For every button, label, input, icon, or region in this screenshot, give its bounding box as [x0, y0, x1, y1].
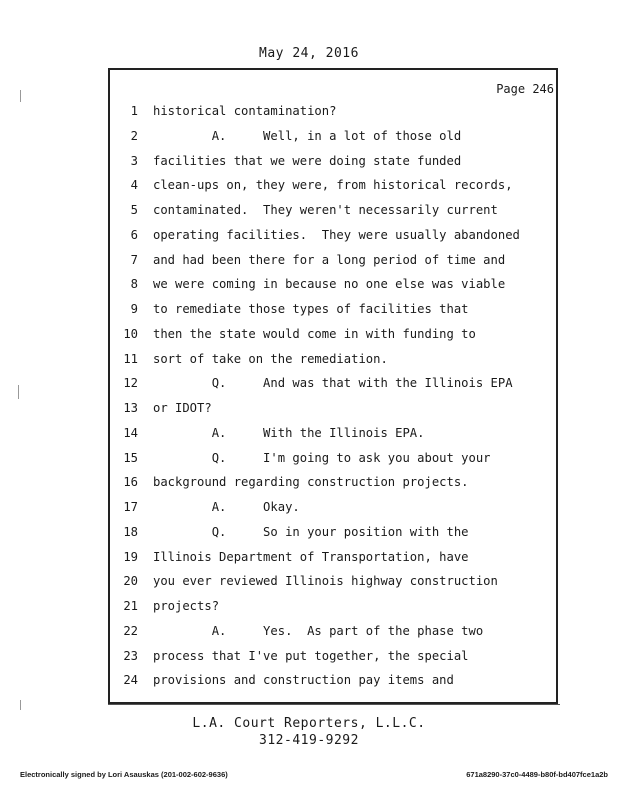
line-number: 15: [123, 450, 138, 465]
line-number: 9: [130, 302, 138, 316]
transcript-line: [108, 550, 558, 570]
line-number: 21: [123, 599, 138, 613]
line-number: 5: [130, 203, 138, 217]
line-text: and had been there for a long period of time and: [153, 252, 506, 267]
line-number: 12: [123, 376, 138, 391]
court-reporter-name: L.A. Court Reporters, L.L.C.: [192, 716, 426, 731]
frame-shadow: [108, 704, 560, 708]
line-text: historical contamination?: [153, 104, 337, 118]
line-number: 22: [123, 623, 138, 638]
line-text: you ever reviewed Illinois highway construction: [153, 574, 498, 589]
line-text: projects?: [153, 599, 220, 613]
line-text: or IDOT?: [153, 401, 212, 415]
line-number: 7: [130, 252, 138, 267]
line-text: facilities that we were doing state funded: [153, 153, 462, 168]
transcript-line: [108, 327, 558, 347]
page-number: Page 246: [496, 82, 554, 96]
deposition-date: May 24, 2016: [259, 46, 359, 61]
transcript-line: [108, 426, 558, 446]
document-hash: 671a8290-37c0-4489-b80f-bd407fce1a2b: [466, 770, 608, 779]
line-text: background regarding construction projects.: [153, 475, 469, 490]
line-number: 20: [123, 574, 138, 589]
transcript-line: [108, 352, 558, 372]
transcript-line: [108, 599, 558, 619]
transcript-line: [108, 178, 558, 198]
transcript-line: [108, 277, 558, 297]
court-reporter-phone: 312-419-9292: [259, 733, 359, 748]
line-text: A. Yes. As part of the phase two: [153, 623, 484, 638]
line-number: 19: [123, 549, 138, 564]
line-text: process that I've put together, the special: [153, 648, 469, 663]
transcript-line: [108, 475, 558, 495]
line-text: Q. So in your position with the: [153, 524, 469, 539]
line-number: 10: [123, 326, 138, 341]
line-number: 4: [130, 178, 138, 193]
transcript-line: [108, 154, 558, 174]
line-text: operating facilities. They were usually abandoned: [153, 227, 520, 242]
line-text: A. Okay.: [153, 500, 300, 514]
transcript-line: [108, 451, 558, 471]
line-number: 23: [123, 648, 138, 663]
transcript-line: [108, 624, 558, 644]
transcript-line: [108, 104, 558, 124]
line-number: 6: [130, 227, 138, 242]
line-text: A. Well, in a lot of those old: [153, 128, 462, 143]
line-text: Illinois Department of Transportation, have: [153, 549, 469, 564]
electronic-signature: Electronically signed by Lori Asauskas (201-002-602-9636): [20, 770, 228, 779]
line-text: clean-ups on, they were, from historical records,: [153, 178, 513, 193]
line-number: 14: [123, 425, 138, 440]
line-number: 17: [123, 500, 138, 514]
line-text: provisions and construction pay items and: [153, 673, 454, 688]
line-text: we were coming in because no one else was viable: [153, 277, 506, 292]
line-number: 18: [123, 524, 138, 539]
transcript-line: [108, 525, 558, 545]
line-number: 24: [123, 673, 138, 688]
line-number: 13: [123, 401, 138, 415]
line-text: then the state would come in with funding to: [153, 326, 476, 341]
line-number: 16: [123, 475, 138, 490]
line-text: Q. And was that with the Illinois EPA: [153, 376, 513, 391]
transcript-line: [108, 500, 558, 520]
line-number: 11: [123, 351, 138, 366]
transcript-line: [108, 129, 558, 149]
line-number: 2: [130, 128, 138, 143]
line-text: sort of take on the remediation.: [153, 351, 388, 366]
scan-mark: [20, 90, 21, 102]
transcript-line: [108, 228, 558, 248]
line-text: to remediate those types of facilities that: [153, 302, 469, 316]
scan-mark: [20, 700, 21, 710]
line-text: contaminated. They weren't necessarily current: [153, 203, 498, 217]
line-text: A. With the Illinois EPA.: [153, 425, 425, 440]
transcript-line: [108, 376, 558, 396]
transcript-line: [108, 401, 558, 421]
line-number: 3: [130, 153, 138, 168]
transcript-line: [108, 574, 558, 594]
transcript-line: [108, 203, 558, 223]
scan-mark: [18, 385, 19, 399]
line-number: 1: [130, 104, 138, 118]
transcript-line: [108, 302, 558, 322]
line-text: Q. I'm going to ask you about your: [153, 450, 491, 465]
transcript-line: [108, 649, 558, 669]
transcript-line: [108, 673, 558, 693]
line-number: 8: [130, 277, 138, 292]
transcript-line: [108, 253, 558, 273]
